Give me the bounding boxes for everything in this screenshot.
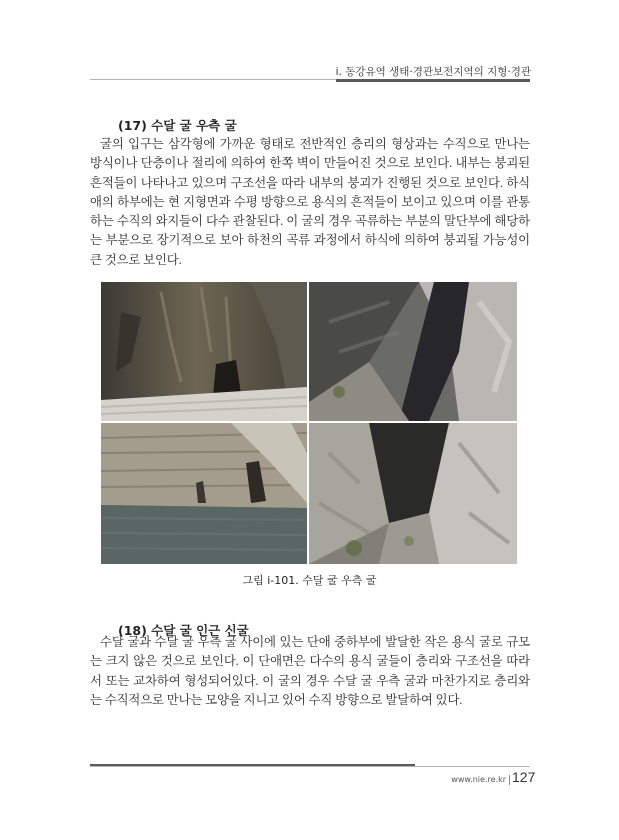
- header-divider-accent: [336, 79, 530, 82]
- footer-separator: [509, 775, 510, 785]
- section-17-paragraph: 굴의 입구는 삼각형에 가까운 형태로 전반적인 층리의 형상과는 수직으로 만나는 방식이나 단층이나 절리에 의하여 한쪽 벽이 만들어진 것으로 보인다. 내부는 붕괴된 흔적들이 나타나고 있으며 구조선을 따라 내부의 붕괴가 진행된 것으로 보인다. 하식애의 하부에는 현 지형면과 수평 방향으로 용식의 흔적들이 보이고 있으며 이를 관통하는 수직의 와지들이 다수 관찰된다. 이 굴의 경우 곡류하는 부분의 말단부에 해당하는 부분으로 장기적으로 보아 하천의 곡류 과정에서 하식에 의하여 붕괴될 가능성이 큰 것으로 보인다.: [90, 137, 530, 267]
- section-heading-17: (17) 수달 굴 우측 굴: [118, 118, 237, 133]
- photo-cave-interior-upper: [309, 282, 517, 421]
- section-heading-18: (18) 수달 굴 인근 신굴: [118, 623, 249, 638]
- section-18-paragraph: 수달 굴과 수달 굴 우측 굴 사이에 있는 단애 중하부에 발달한 작은 용식 굴로 규모는 크지 않은 것으로 보인다. 이 단애면은 다수의 용식 굴들이 층리와 구조선을 따라서 또는 교차하여 형성되어있다. 이 굴의 경우 수달 굴 우측 굴과 마찬가지로 층리와는 수직적으로 만나는 모양을 지니고 있어 수직 방향으로 발달하여 있다.: [90, 635, 530, 707]
- photo-cliff-cave-entrance: [101, 282, 307, 421]
- figure-caption: 그림 i-101. 수달 굴 우측 굴: [242, 574, 377, 587]
- footer-website: www.nie.re.kr: [451, 775, 506, 784]
- photo-layered-rock-river: [101, 423, 307, 564]
- figure-photo-grid: [101, 282, 517, 564]
- running-header: i. 동강유역 생태·경관보전지역의 지형·경관: [335, 66, 531, 78]
- page-number: 127: [512, 769, 536, 785]
- footer-divider: [90, 766, 530, 767]
- photo-cave-interior-lower: [309, 423, 517, 564]
